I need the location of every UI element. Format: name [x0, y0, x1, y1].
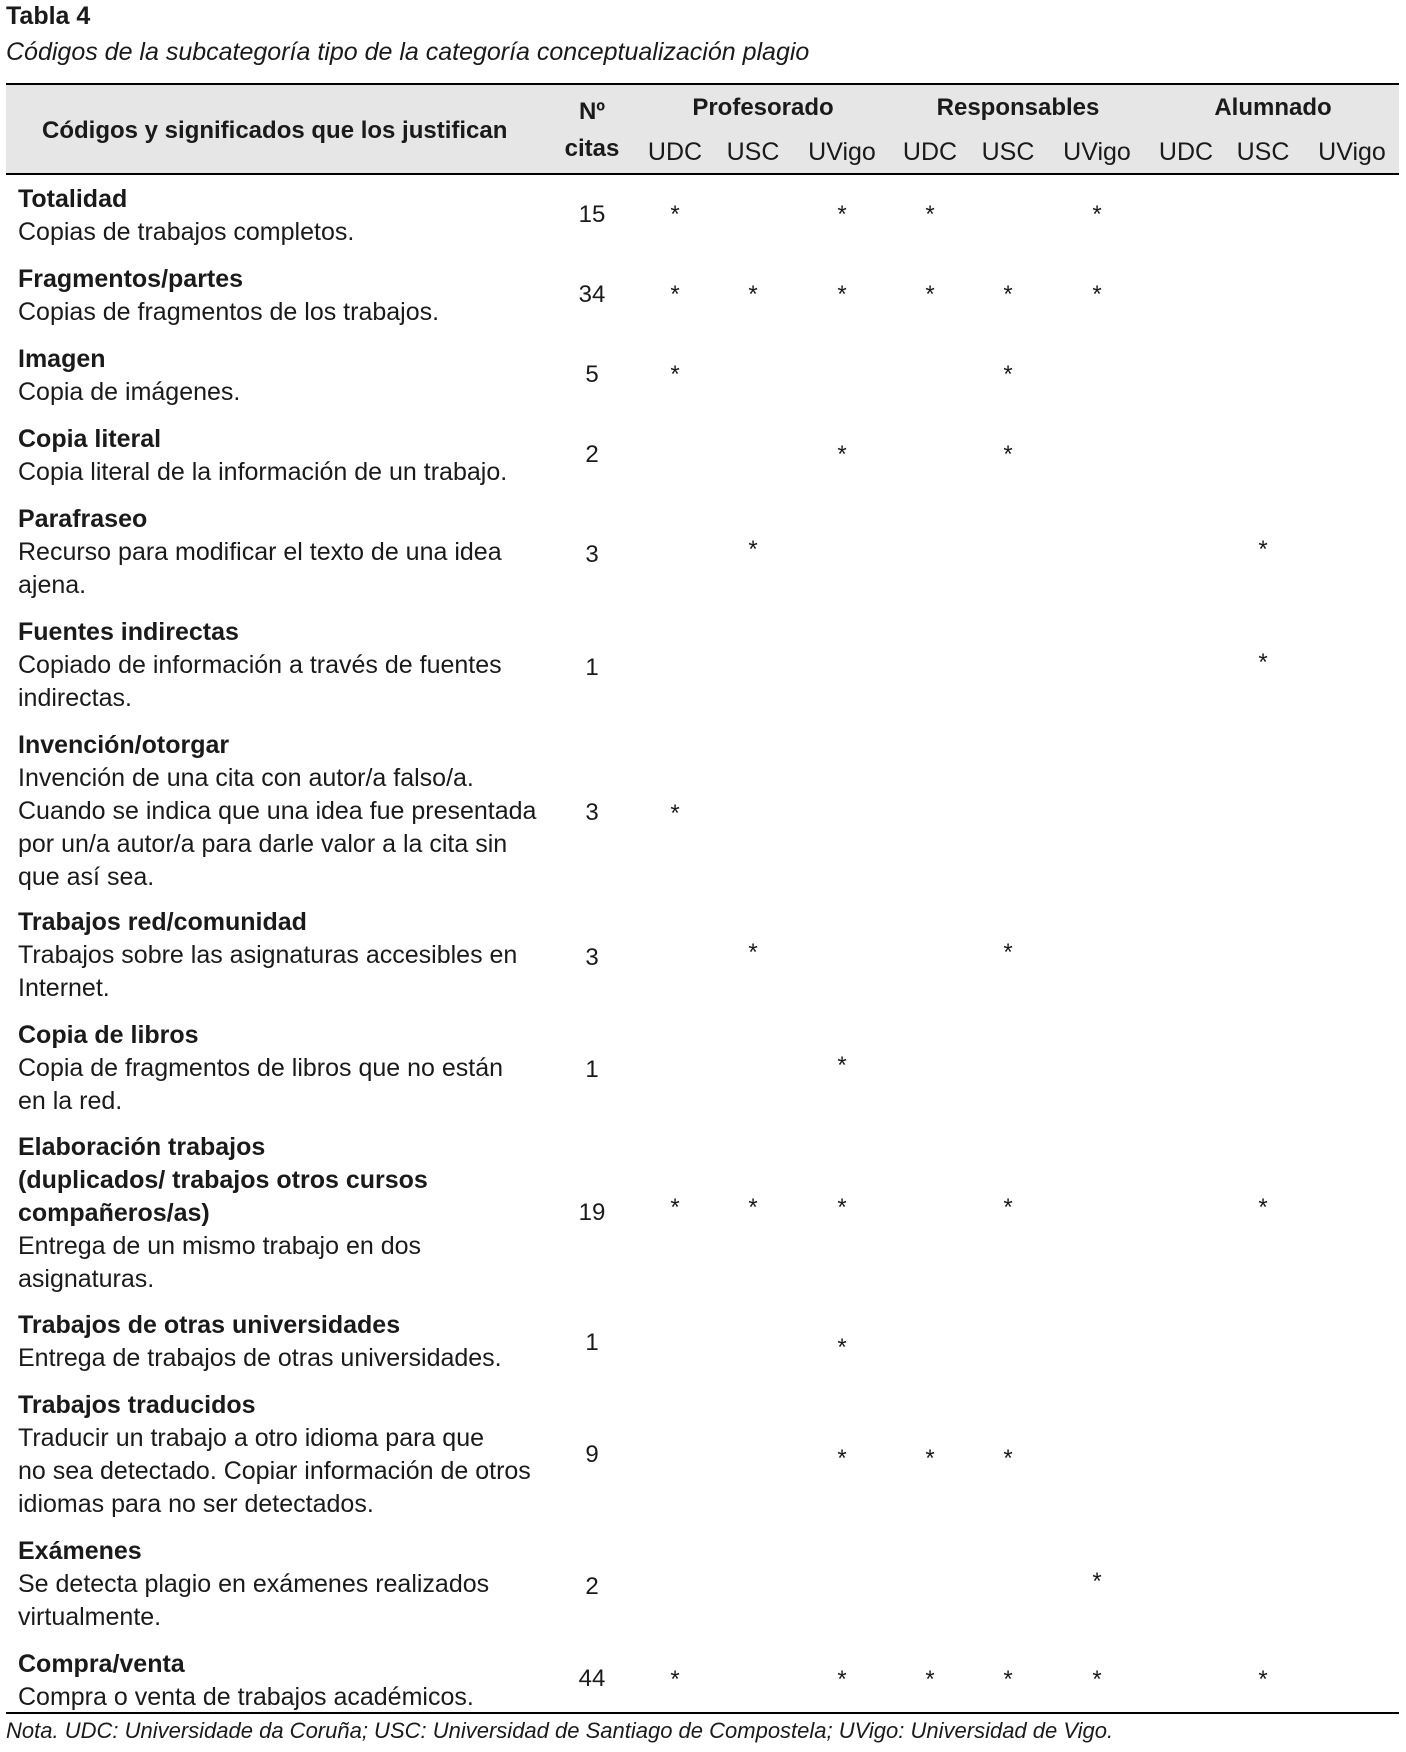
header-univ-alumnado-usc: USC [1236, 138, 1290, 166]
code-name: Compra/venta [18, 1650, 185, 1678]
presence-mark: * [748, 1194, 758, 1221]
citation-count: 1 [585, 654, 599, 681]
code-description: que así sea. [18, 863, 155, 891]
citation-count: 2 [585, 441, 599, 468]
citation-count: 3 [585, 541, 599, 568]
code-description: asignaturas. [18, 1265, 155, 1293]
header-group-profesorado: Profesorado [692, 94, 834, 121]
code-description: Copias de trabajos completos. [18, 218, 355, 246]
table-caption: Códigos de la subcategoría tipo de la categoría conceptualización plagio [6, 38, 810, 66]
presence-mark: * [1092, 1666, 1102, 1693]
header-univ-profesorado-usc: USC [726, 138, 780, 166]
code-name: Copia literal [18, 425, 162, 453]
code-name: Fuentes indirectas [18, 618, 239, 646]
header-codes: Códigos y significados que los justifican [42, 117, 508, 144]
code-name: compañeros/as) [18, 1199, 210, 1227]
presence-mark: * [837, 441, 847, 468]
code-description: idiomas para no ser detectados. [18, 1490, 374, 1518]
presence-mark: * [925, 1445, 935, 1472]
presence-mark: * [670, 800, 680, 827]
header-num-line2: citas [564, 135, 620, 162]
presence-mark: * [1092, 1568, 1102, 1595]
citation-count: 5 [585, 361, 599, 388]
code-description: Compra o venta de trabajos académicos. [18, 1683, 474, 1711]
presence-mark: * [1092, 201, 1102, 228]
code-description: Copiado de información a través de fuentes [18, 651, 502, 679]
presence-mark: * [1003, 281, 1013, 308]
presence-mark: * [670, 281, 680, 308]
header-group-alumnado: Alumnado [1214, 94, 1332, 121]
presence-mark: * [837, 1445, 847, 1472]
citation-count: 44 [578, 1665, 606, 1692]
citation-count: 1 [585, 1056, 599, 1083]
code-name: Fragmentos/partes [18, 265, 244, 293]
code-name: Imagen [18, 345, 106, 373]
code-description: ajena. [18, 571, 87, 599]
citation-count: 19 [578, 1199, 606, 1226]
code-description: Entrega de un mismo trabajo en dos [18, 1232, 422, 1260]
presence-mark: * [837, 1334, 847, 1361]
presence-mark: * [925, 281, 935, 308]
presence-mark: * [1003, 1666, 1013, 1693]
code-description: Recurso para modificar el texto de una idea [18, 538, 502, 566]
code-description: Internet. [18, 974, 110, 1002]
table-note: Nota. UDC: Universidade da Coruña; USC: Universidad de Santiago de Compostela; UVigo: Universidad de Vigo. [6, 1718, 1114, 1743]
code-description: Copias de fragmentos de los trabajos. [18, 298, 440, 326]
code-name: Invención/otorgar [18, 731, 230, 759]
citation-count: 3 [585, 944, 599, 971]
code-description: virtualmente. [18, 1603, 162, 1631]
presence-mark: * [748, 536, 758, 563]
presence-mark: * [1258, 1666, 1268, 1693]
code-name: Trabajos traducidos [18, 1391, 256, 1419]
code-description: por un/a autor/a para darle valor a la cita sin [18, 830, 508, 858]
code-name: Parafraseo [18, 505, 148, 533]
code-description: Entrega de trabajos de otras universidades. [18, 1344, 502, 1372]
presence-mark: * [1003, 441, 1013, 468]
presence-mark: * [1003, 1445, 1013, 1472]
code-description: Trabajos sobre las asignaturas accesibles en [18, 941, 518, 969]
header-univ-responsables-udc: UDC [902, 138, 958, 166]
header-univ-profesorado-udc: UDC [647, 138, 703, 166]
presence-mark: * [837, 1052, 847, 1079]
code-name: Exámenes [18, 1537, 142, 1565]
presence-mark: * [748, 939, 758, 966]
citation-count: 3 [585, 799, 599, 826]
citation-count: 1 [585, 1329, 599, 1356]
code-description: en la red. [18, 1087, 123, 1115]
table-label: Tabla 4 [6, 2, 91, 30]
code-description: Cuando se indica que una idea fue presentada [18, 797, 537, 825]
presence-mark: * [925, 201, 935, 228]
code-name: (duplicados/ trabajos otros cursos [18, 1166, 428, 1194]
citation-count: 34 [578, 281, 606, 308]
code-description: indirectas. [18, 684, 132, 712]
code-name: Elaboración trabajos [18, 1133, 266, 1161]
presence-mark: * [1003, 1194, 1013, 1221]
header-univ-responsables-usc: USC [981, 138, 1035, 166]
code-description: Copia de fragmentos de libros que no están [18, 1054, 504, 1082]
presence-mark: * [837, 201, 847, 228]
header-univ-alumnado-uvigo: UVigo [1318, 138, 1386, 166]
code-description: Copia literal de la información de un trabajo. [18, 458, 508, 486]
table-header-rule [6, 173, 1399, 175]
header-group-responsables: Responsables [936, 94, 1100, 121]
presence-mark: * [670, 361, 680, 388]
citation-count: 9 [585, 1441, 599, 1468]
code-name: Trabajos red/comunidad [18, 908, 307, 936]
code-name: Totalidad [18, 185, 128, 213]
presence-mark: * [1258, 649, 1268, 676]
presence-mark: * [1003, 939, 1013, 966]
presence-mark: * [1092, 281, 1102, 308]
code-description: Copia de imágenes. [18, 378, 241, 406]
presence-mark: * [837, 281, 847, 308]
code-description: Traducir un trabajo a otro idioma para que [18, 1424, 485, 1452]
presence-mark: * [1258, 1194, 1268, 1221]
presence-mark: * [1258, 536, 1268, 563]
presence-mark: * [670, 1194, 680, 1221]
presence-mark: * [670, 201, 680, 228]
presence-mark: * [925, 1666, 935, 1693]
header-num-line1: Nº [578, 98, 606, 125]
table-bottom-rule [6, 1712, 1399, 1714]
header-univ-profesorado-uvigo: UVigo [808, 138, 876, 166]
code-description: Se detecta plagio en exámenes realizados [18, 1570, 490, 1598]
code-name: Trabajos de otras universidades [18, 1311, 401, 1339]
header-univ-alumnado-udc: UDC [1158, 138, 1214, 166]
presence-mark: * [837, 1194, 847, 1221]
citation-count: 2 [585, 1573, 599, 1600]
presence-mark: * [748, 281, 758, 308]
code-description: no sea detectado. Copiar información de otros [18, 1457, 531, 1485]
presence-mark: * [837, 1666, 847, 1693]
code-name: Copia de libros [18, 1021, 199, 1049]
presence-mark: * [670, 1666, 680, 1693]
citation-count: 15 [578, 201, 606, 228]
code-description: Invención de una cita con autor/a falso/a. [18, 764, 474, 792]
presence-mark: * [1003, 361, 1013, 388]
header-univ-responsables-uvigo: UVigo [1063, 138, 1131, 166]
